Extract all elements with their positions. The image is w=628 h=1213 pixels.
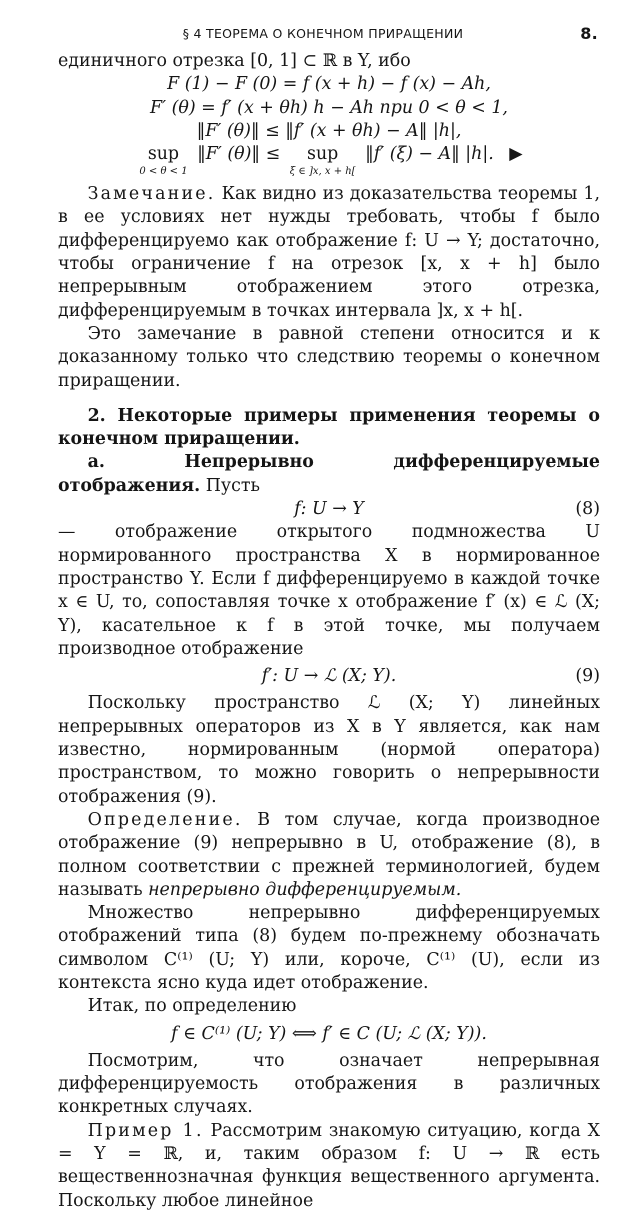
running-title: § 4 ТЕОРЕМА О КОНЕЧНОМ ПРИРАЩЕНИИ <box>182 26 464 41</box>
definition-term: непрерывно дифференцируемым. <box>148 879 462 900</box>
definition-label: Определение. <box>87 809 243 830</box>
spacer <box>58 393 600 405</box>
subsection-label: a. Непрерывно дифференцируемые отображения. <box>58 452 600 496</box>
sup-right-expression: ‖f′ (ξ) − A‖ |h|. <box>365 144 494 165</box>
equation-9 <box>58 665 600 688</box>
sup-left <box>139 143 187 177</box>
definition-text: В том случае, когда производное отображение (9) непрерывно в U, отображение (8), в полном соответствии с прежней терминологией, будем называть <box>58 809 600 900</box>
example-paragraph <box>58 1120 600 1213</box>
sup-right <box>290 143 356 177</box>
page-body <box>58 50 600 1213</box>
equation-line-3: ‖F′ (θ)‖ ≤ ‖f′ (x + θh) − A‖ |h|, <box>196 120 462 141</box>
subsection-paragraph <box>58 451 600 498</box>
paragraph-space-normed: Поскольку пространство ℒ (X; Y) линейных непрерывных операторов из X в Y является, как нам известно, нормированным (нормой оператора) пространством, то можно говорить о непрерывности отображения (9). <box>58 693 600 807</box>
sup-left-subscript: 0 < θ < 1 <box>139 166 188 178</box>
equation-8-number: (8) <box>575 499 600 520</box>
remark-followup: Это замечание в равной степени относится и к доказанному только что следствию теоремы о конечном приращении. <box>58 323 600 391</box>
remark-text: Как видно из доказательства теоремы 1, в ее условиях нет нужды требовать, чтобы f было дифференцируемо как отображение f: U → Y; достаточно, чтобы ограничение f на отрезок [x, x + h] было непрерывным отображением этого отрезка, дифференцируемым в точках интервала ]x, x + h[. <box>58 184 600 321</box>
equation-9-expression: f′: U → ℒ (X; Y). <box>261 666 397 687</box>
remark-label: Замечание. <box>87 184 216 205</box>
sup-left-expression: ‖F′ (θ)‖ ≤ <box>197 144 281 165</box>
running-header <box>58 26 600 50</box>
sup-word-right: sup <box>307 144 339 165</box>
proof-end-mark: ▶ <box>509 144 523 165</box>
paragraph-set-notation: Множество непрерывно дифференцируемых отображений типа (8) будем по-прежнему обозначать символом C⁽¹⁾ (U; Y) или, короче, C⁽¹⁾ (U), если из контекста ясно куда идет отображение. <box>58 903 600 993</box>
sup-right-subscript: ξ ∈ ]x, x + h[ <box>289 166 356 178</box>
example-label: Пример 1. <box>87 1120 204 1141</box>
example-text: Рассмотрим знакомую ситуацию, когда X = Y = ℝ, и, таким образом f: U → ℝ есть вещественнозначная функция вещественного аргумента. Поскольку любое линейное <box>58 1120 600 1211</box>
sup-inequality <box>58 143 600 183</box>
equation-definition: f ∈ C⁽¹⁾ (U; Y) ⟺ f′ ∈ C (U; ℒ (X; Y)). <box>171 1023 487 1044</box>
subsection-text: Пусть <box>200 475 260 496</box>
section-heading: 2. Некоторые примеры применения теоремы о конечном приращении. <box>58 405 600 450</box>
equation-8 <box>58 498 600 521</box>
paragraph-so-by-definition: Итак, по определению <box>87 996 297 1017</box>
remark-paragraph <box>58 183 600 323</box>
intro-line: единичного отрезка [0, 1] ⊂ ℝ в Y, ибо <box>58 51 411 71</box>
sup-word-left: sup <box>147 144 180 165</box>
paragraph-after-eq8: — отображение открытого подмножества U нормированного пространства X в нормированное пространство Y. Если f дифференцируемо в каждой точке x ∈ U, то, сопоставляя точке x отображение f′ (x) ∈ ℒ (X; Y), касательное к f в этой точке, мы получаем производное отображение <box>58 522 600 659</box>
paragraph-consider-cases: Посмотрим, что означает непрерывная дифференцируемость отображения в различных конкретных случаях. <box>58 1050 600 1118</box>
equation-line-1: F (1) − F (0) = f (x + h) − f (x) − Ah, <box>167 74 491 95</box>
equation-line-2: F′ (θ) = f′ (x + θh) h − Ah при 0 < θ < 1, <box>150 97 508 118</box>
equation-9-number: (9) <box>575 666 600 687</box>
definition-paragraph <box>58 809 600 902</box>
equation-8-expression: f: U → Y <box>294 499 364 520</box>
page-number: 8. <box>580 24 598 43</box>
